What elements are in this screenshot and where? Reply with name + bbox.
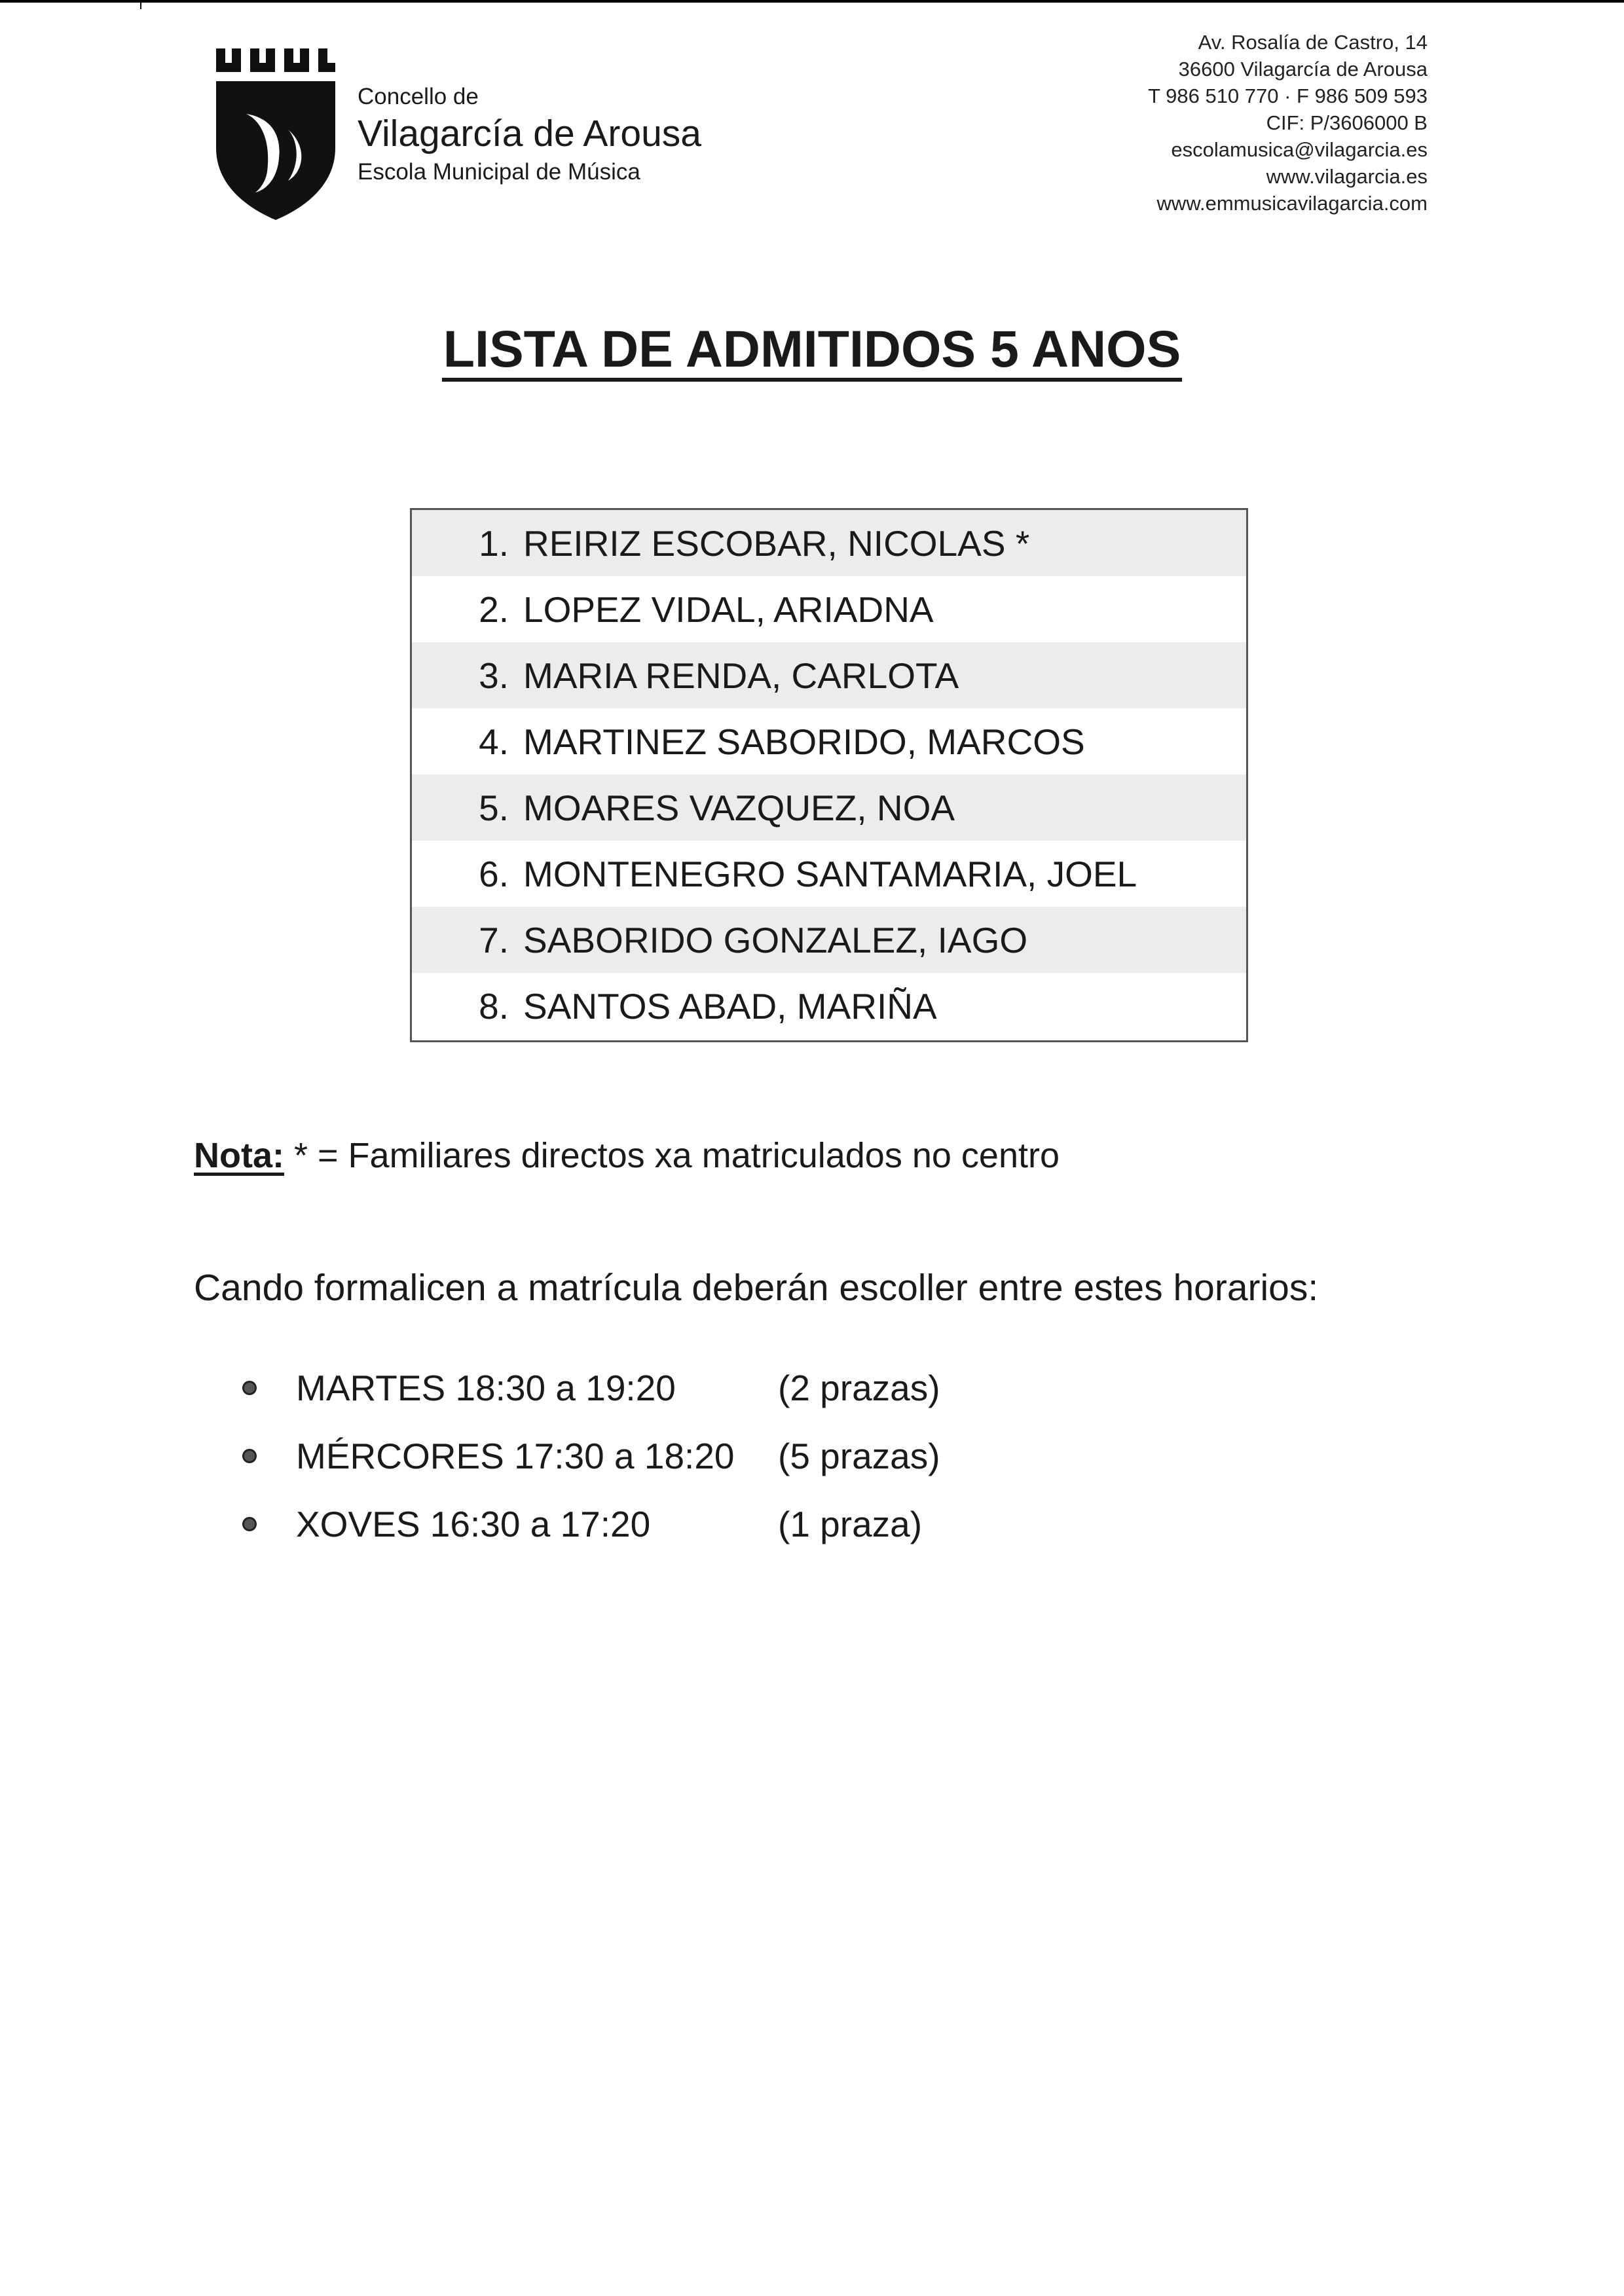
list-item	[412, 774, 1246, 841]
bullet-icon	[242, 1449, 257, 1463]
list-item-number: 7.	[479, 919, 509, 960]
schedule-list	[242, 1354, 940, 1558]
page-title-wrap	[0, 313, 1624, 385]
list-item-name: LOPEZ VIDAL, ARIADNA	[523, 589, 934, 630]
list-item-name: MOARES VAZQUEZ, NOA	[523, 787, 955, 828]
list-item-number: 3.	[479, 655, 509, 696]
list-item-number: 2.	[479, 589, 509, 630]
schedule-item	[242, 1490, 940, 1558]
list-item-number: 6.	[479, 853, 509, 894]
list-item	[412, 973, 1246, 1039]
contact-address: Av. Rosalía de Castro, 14	[1198, 31, 1428, 54]
schedule-time: MARTES 18:30 a 19:20	[296, 1368, 676, 1408]
schedule-item	[242, 1354, 940, 1422]
town-name: Vilagarcía de Arousa	[358, 113, 701, 155]
schedule-time: MÉRCORES 17:30 a 18:20	[296, 1436, 735, 1476]
list-item-name: SANTOS ABAD, MARIÑA	[523, 985, 937, 1027]
note-label: Nota:	[194, 1136, 284, 1175]
list-item-number: 8.	[479, 985, 509, 1027]
schedule-places: (1 praza)	[778, 1504, 923, 1544]
organization-block	[358, 82, 855, 189]
list-item-name: MARIA RENDA, CARLOTA	[523, 655, 959, 696]
contact-phone-fax: T 986 510 770 · F 986 509 593	[1148, 84, 1428, 107]
list-item	[412, 510, 1246, 576]
list-item-name: MARTINEZ SABORIDO, MARCOS	[523, 721, 1085, 762]
top-border-line	[0, 0, 1624, 3]
contact-postcode: 36600 Vilagarcía de Arousa	[1178, 58, 1428, 81]
note	[194, 1133, 1060, 1178]
list-item	[412, 708, 1246, 774]
list-item-number: 5.	[479, 787, 509, 828]
schedule-places: (2 prazas)	[778, 1368, 940, 1408]
list-item-name: SABORIDO GONZALEZ, IAGO	[523, 919, 1028, 960]
bullet-icon	[242, 1381, 257, 1395]
list-item-number: 1.	[479, 522, 509, 564]
schedule-time: XOVES 16:30 a 17:20	[296, 1504, 651, 1544]
list-item	[412, 642, 1246, 708]
town-shield-logo	[215, 43, 337, 224]
concello-label: Concello de	[358, 84, 479, 109]
contact-website: www.vilagarcia.es	[1266, 165, 1428, 188]
school-name: Escola Municipal de Música	[358, 159, 640, 185]
admitted-list	[410, 508, 1248, 1042]
contact-block	[838, 29, 1428, 217]
schedule-intro: Cando formalicen a matrícula deberán escoller entre estes horarios:	[194, 1267, 1319, 1309]
contact-website-school: www.emmusicavilagarcia.com	[1156, 192, 1428, 215]
contact-cif: CIF: P/3606000 B	[1266, 111, 1428, 134]
schedule-item	[242, 1422, 940, 1490]
schedule-places: (5 prazas)	[778, 1436, 940, 1476]
list-item	[412, 576, 1246, 642]
top-border-tick	[140, 0, 141, 9]
list-item	[412, 841, 1246, 907]
list-item-name: MONTENEGRO SANTAMARIA, JOEL	[523, 853, 1137, 894]
list-item-number: 4.	[479, 721, 509, 762]
list-item-name: REIRIZ ESCOBAR, NICOLAS *	[523, 522, 1030, 564]
bullet-icon	[242, 1517, 257, 1531]
list-item	[412, 907, 1246, 973]
note-text: * = Familiares directos xa matriculados no centro	[294, 1136, 1060, 1175]
page-title: LISTA DE ADMITIDOS 5 ANOS	[442, 319, 1183, 382]
contact-email: escolamusica@vilagarcia.es	[1171, 138, 1428, 161]
